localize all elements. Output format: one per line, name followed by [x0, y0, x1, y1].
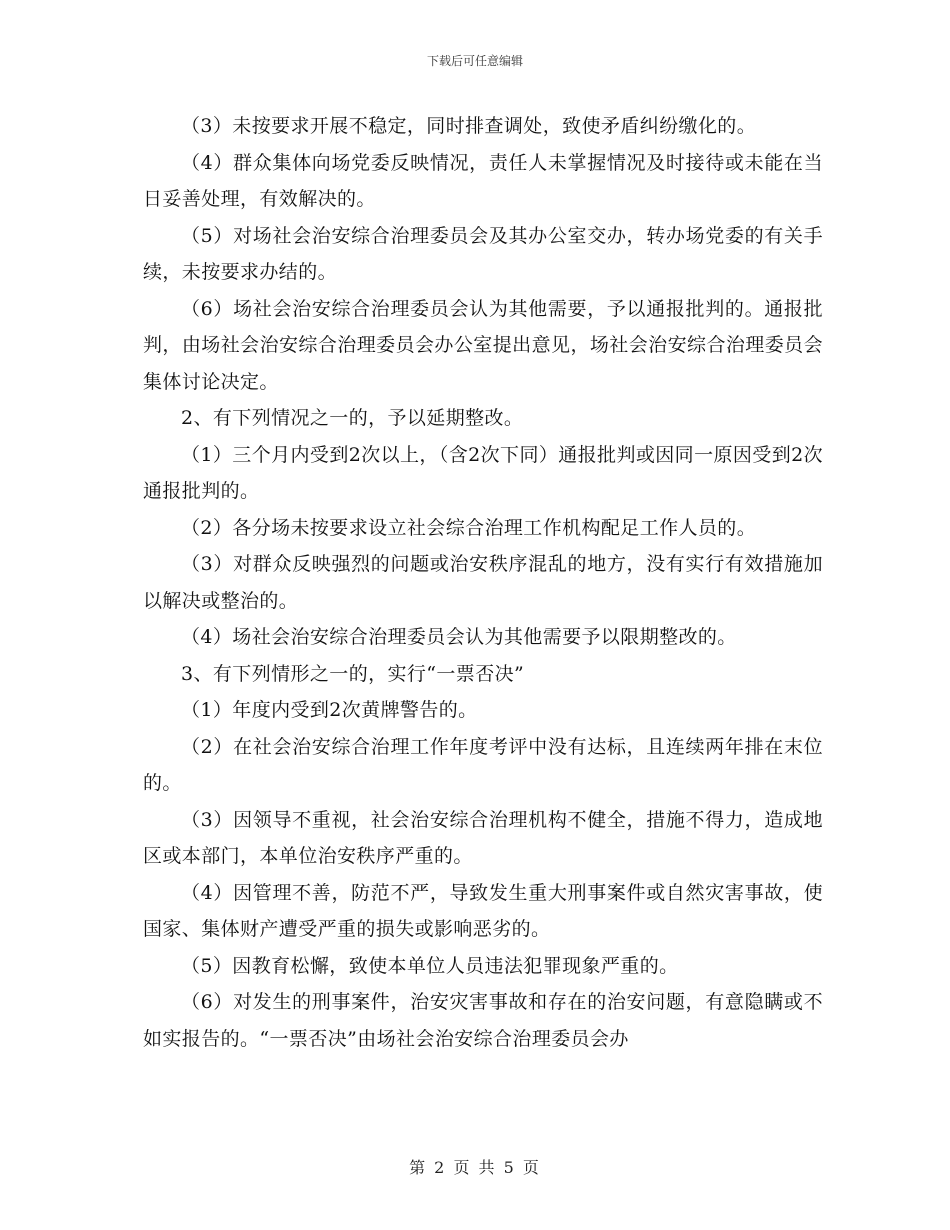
section-heading: 2、有下列情况之一的，予以延期整改。 [181, 407, 524, 429]
paragraph: （2）在社会治安综合治理工作年度考评中没有达标，且连续两年排在末位的。 [143, 735, 823, 794]
page-number-footer: 第 2 页 共 5 页 [409, 1158, 541, 1177]
page-header: 下载后可任意编辑 [426, 54, 523, 68]
paragraph: （4）群众集体向场党委反映情况，责任人未掌握情况及时接待或未能在当日妥善处理，有效解决的。 [143, 151, 823, 210]
document-body [143, 108, 823, 1057]
paragraph: （6）对发生的刑事案件，治安灾害事故和存在的治安问题，有意隐瞒或不如实报告的。“一票否决”由场社会治安综合治理委员会办 [143, 991, 823, 1050]
paragraph: （1）三个月内受到2次以上，（含2次下同）通报批判或因同一原因受到2次通报批判的。 [143, 443, 823, 502]
paragraph: （2）各分场未按要求设立社会综合治理工作机构配足工作人员的。 [181, 516, 757, 539]
paragraph: （3）因领导不重视，社会治安综合治理机构不健全，措施不得力，造成地区或本部门，本单位治安秩序严重的。 [143, 808, 823, 867]
paragraph: （6）场社会治安综合治理委员会认为其他需要，予以通报批判的。通报批判，由场社会治安综合治理委员会办公室提出意见，场社会治安综合治理委员会集体讨论决定。 [143, 297, 823, 393]
paragraph: （5）因教育松懈，致使本单位人员违法犯罪现象严重的。 [181, 954, 679, 977]
paragraph: （5）对场社会治安综合治理委员会及其办公室交办，转办场党委的有关手续，未按要求办结的。 [143, 224, 823, 283]
paragraph: （3）未按要求开展不稳定，同时排查调处，致使矛盾纠纷缴化的。 [181, 115, 757, 137]
paragraph: （1）年度内受到2次黄牌警告的。 [181, 699, 478, 721]
paragraph: （3）对群众反映强烈的问题或治安秩序混乱的地方，没有实行有效措施加以解决或整治的。 [143, 553, 823, 612]
paragraph: （4）场社会治安综合治理委员会认为其他需要予以限期整改的。 [181, 626, 737, 648]
paragraph: （4）因管理不善，防范不严，导致发生重大刑事案件或自然灾害事故，使国家、集体财产遭受严重的损失或影响恶劣的。 [143, 881, 823, 940]
section-heading: 3、有下列情形之一的，实行“一票否决” [181, 662, 525, 685]
